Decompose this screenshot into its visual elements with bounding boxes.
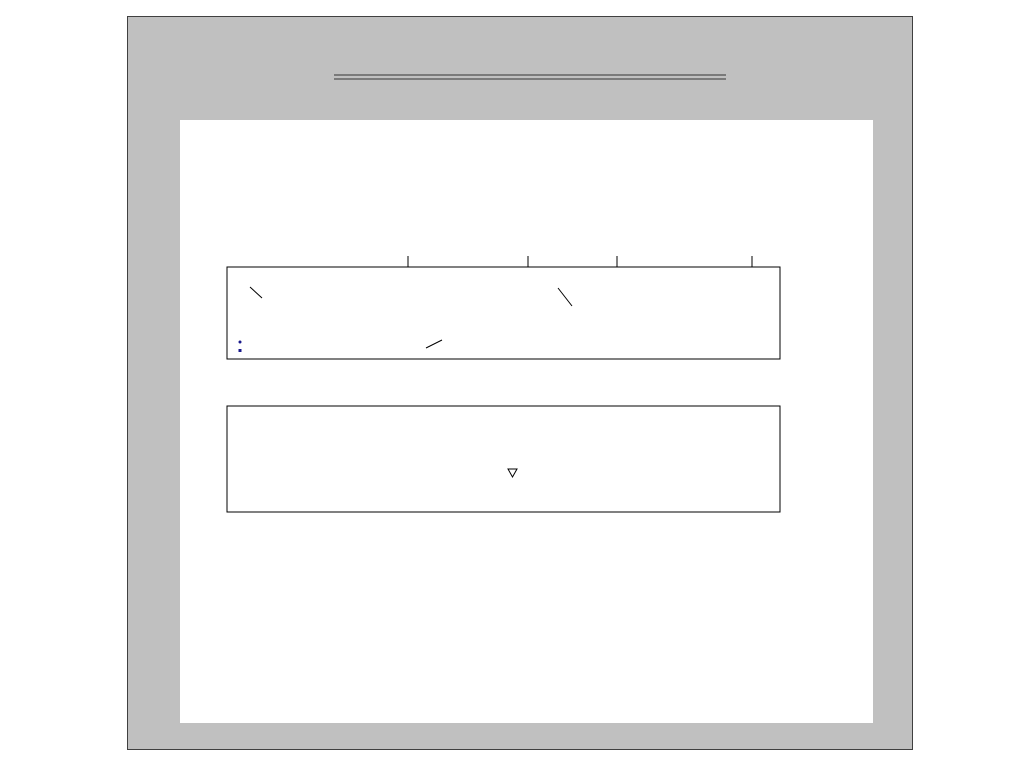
gravity-profile-chart (227, 256, 780, 359)
title-underline (334, 74, 726, 76)
gravity-figure (180, 120, 873, 550)
density-model-chart (227, 406, 780, 512)
calculated-legend-marker (239, 349, 242, 352)
moho-marker-icon (508, 469, 517, 477)
figure-panel (180, 120, 873, 723)
slide (127, 16, 913, 750)
observed-legend-marker (239, 341, 242, 344)
model-plot-frame (227, 406, 780, 512)
gravity-plot-frame (227, 267, 780, 359)
title-underline-2 (334, 78, 726, 80)
